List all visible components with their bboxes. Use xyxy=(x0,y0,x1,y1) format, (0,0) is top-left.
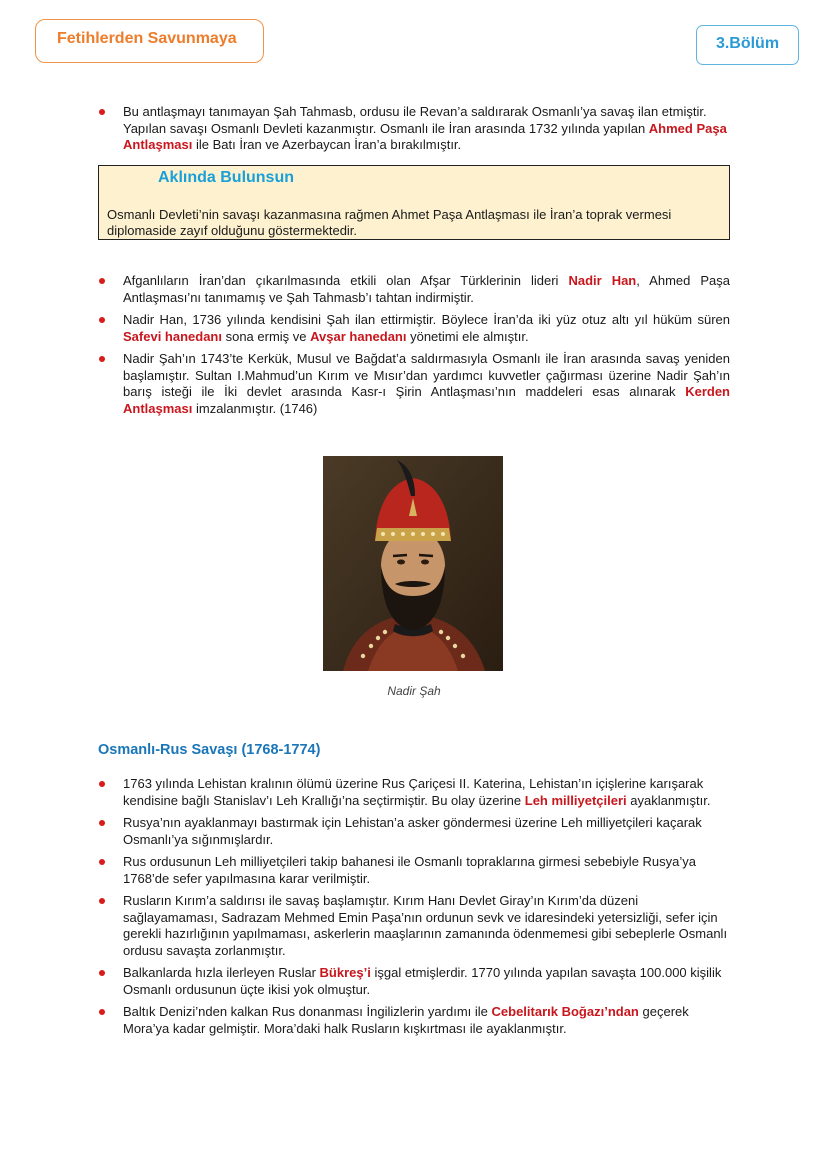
highlight-term: Kerden Antlaşması xyxy=(123,384,730,416)
section-bullet-list xyxy=(99,776,730,1043)
bullet-icon xyxy=(99,278,105,284)
highlight-term: Leh milliyetçileri xyxy=(524,792,627,808)
nadir-shah-portrait xyxy=(323,456,503,671)
list-item: 1763 yılında Lehistan kralının ölümü üzerine Rus Çariçesi II. Katerina, Lehistan’ın içişlerine karışarak kendisine bağlı Stanislav’ı Leh Krallığı’na seçtirmiştir. Bu olay üzerine Leh milliyetçileri ayaklanmıştır. xyxy=(99,776,730,809)
bullet-icon xyxy=(99,781,105,787)
reminder-box xyxy=(98,165,730,240)
top-bullet-list xyxy=(99,104,730,160)
list-item: Baltık Denizi’nden kalkan Rus donanması İngilizlerin yardımı ile Cebelitarık Boğazı’ndan geçerek Mora’ya kadar gelmiştir. Mora’daki halk Rusların kışkırtması ile ayaklanmıştır. xyxy=(99,1004,730,1037)
highlight-term: Bükreş’i xyxy=(319,965,371,980)
bullet-icon xyxy=(99,109,105,115)
list-item: Bu antlaşmayı tanımayan Şah Tahmasb, ordusu ile Revan’a saldırarak Osmanlı’ya savaş ilan etmiştir. Yapılan savaşı Osmanlı Devleti kazanmıştır. Osmanlı ile İran arasında 1732 yılında yapılan Ahmed Paşa Antlaşması ile Batı İran ve Azerbaycan İran’a bırakılmıştır. xyxy=(99,104,730,154)
bullet-icon xyxy=(99,898,105,904)
highlight-term: Safevi hanedanı xyxy=(123,328,222,344)
bullet-icon xyxy=(99,820,105,826)
highlight-term: Ahmed Paşa Antlaşması xyxy=(123,120,727,152)
reminder-box-title: Aklında Bulunsun xyxy=(158,169,294,186)
list-item: Rusların Kırım’a saldırısı ile savaş başlamıştır. Kırım Hanı Devlet Giray’ın Kırım’da düzeni sağlayamaması, Sadrazam Mehmed Emin Paşa’nın ordunun sevk ve idaresindeki yetersizliği, sefer için gerekli hazırlığının yapılmaması, askerlerin maaşlarının zamanında ödenmemesi gibi sebeplerle Osmanlı ordusu savaşta zorlanmıştır. xyxy=(99,893,730,959)
unit-title-badge: Fetihlerden Savunmaya xyxy=(35,19,264,63)
reminder-box-text: Osmanlı Devleti’nin savaşı kazanmasına rağmen Ahmet Paşa Antlaşması ile İran’a toprak vermesi diplomaside zayıf olduğunu göstermektedir. xyxy=(107,207,672,238)
bullet-icon xyxy=(99,317,105,323)
list-item: Afganlıların İran’dan çıkarılmasında etkili olan Afşar Türklerinin lideri Nadir Han, Ahmed Paşa Antlaşması’nı tanımamış ve Şah Tahmasb’ı tahtan indirmiştir. xyxy=(99,273,730,306)
middle-bullet-list xyxy=(99,273,730,423)
highlight-term: Nadir Han xyxy=(568,273,637,288)
list-item: Balkanlarda hızla ilerleyen Ruslar Bükreş’i işgal etmişlerdir. 1770 yılında yapılan savaşta 100.000 kişilik Osmanlı ordusunun üçte ikisi yok olmuştur. xyxy=(99,965,730,998)
list-item: Nadir Han, 1736 yılında kendisini Şah ilan ettirmiştir. Böylece İran’da iki yüz otuz altı yıl hüküm süren Safevi hanedanı sona ermiş ve Avşar hanedanı yönetimi ele almıştır. xyxy=(99,312,730,345)
list-item: Nadir Şah’ın 1743’te Kerkük, Musul ve Bağdat’a saldırmasıyla Osmanlı ile İran arasında savaş yeniden başlamıştır. Sultan I.Mahmud’un Kırım ve Mısır’dan yardımcı kuvvetler çağırması üzerine Nadir Şah’ın barış isteği ile İki devlet arasında Kasr-ı Şirin Antlaşması’nın maddeleri esas alınarak Kerden Antlaşması imzalanmıştır. (1746) xyxy=(99,351,730,417)
section-number-badge: 3.Bölüm xyxy=(696,25,799,65)
highlight-term: Avşar hanedanı xyxy=(310,328,407,344)
list-item: Rusya’nın ayaklanmayı bastırmak için Lehistan’a asker göndermesi üzerine Leh milliyetçileri kaçarak Osmanlı’ya sığınmışlardır. xyxy=(99,815,730,848)
bullet-icon xyxy=(99,356,105,362)
list-item: Rus ordusunun Leh milliyetçileri takip bahanesi ile Osmanlı topraklarına girmesi sebebiyle Rusya’ya 1768’de sefer yapılmasına karar verilmiştir. xyxy=(99,854,730,887)
figure-caption: Nadir Şah xyxy=(387,684,441,698)
bullet-icon xyxy=(99,970,105,976)
bullet-icon xyxy=(99,859,105,865)
highlight-term: Cebelitarık Boğazı’ndan xyxy=(491,1004,639,1019)
bullet-icon xyxy=(99,1009,105,1015)
section-heading: Osmanlı-Rus Savaşı (1768-1774) xyxy=(98,742,321,758)
